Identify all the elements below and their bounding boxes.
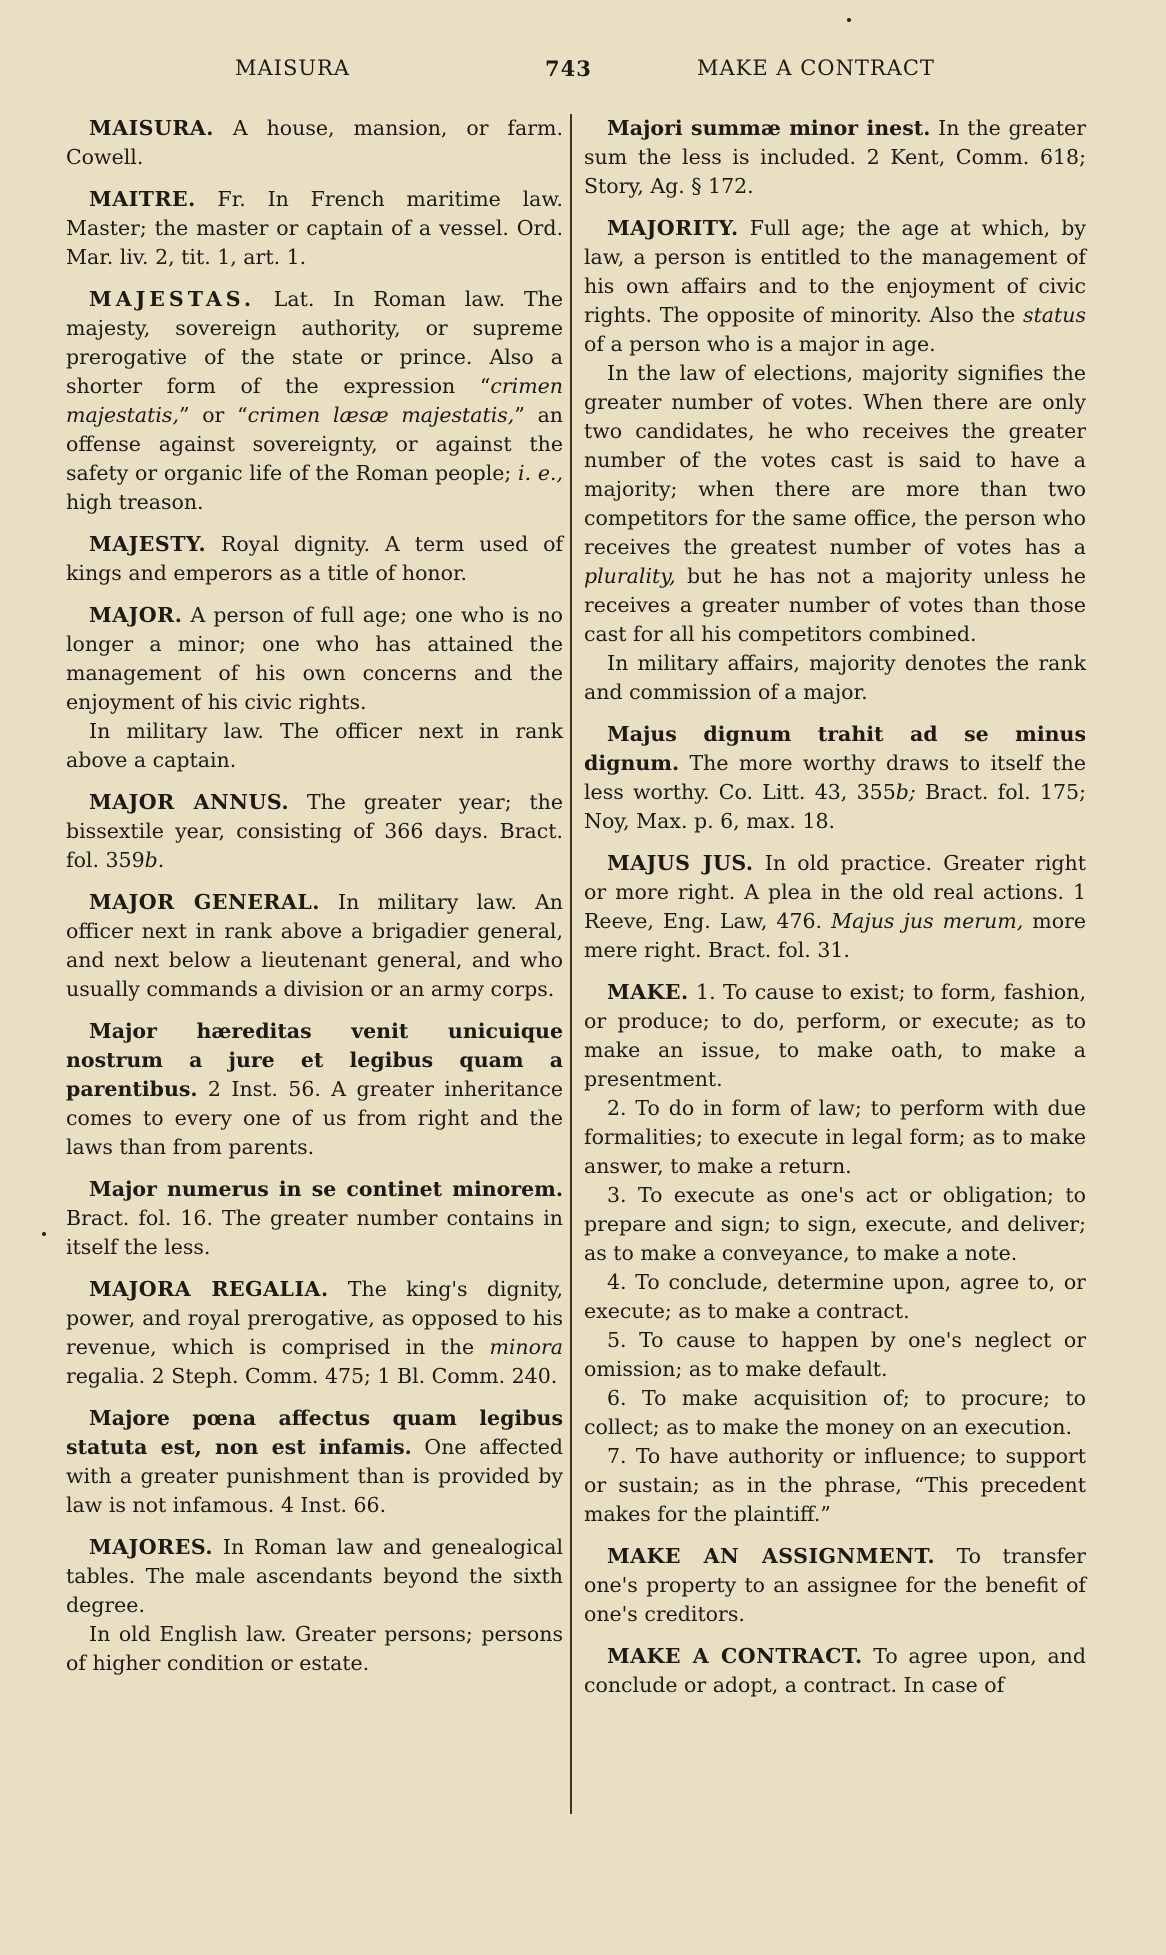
entry-make-a-contract xyxy=(584,1642,1086,1700)
latin-term: Majus jus merum, xyxy=(831,909,1024,933)
definition: In Roman law and genealogical tables. The male ascendants beyond the sixth degree. xyxy=(66,1535,563,1617)
definition: Bract. fol. 175; Noy, Max. p. 6, max. 18. xyxy=(584,780,1086,833)
entry-maisura xyxy=(66,114,563,172)
definition: One affected with a greater punishment than is provided by law is not infamous. 4 Inst. 66. xyxy=(66,1435,563,1517)
entry-majus-dignum xyxy=(584,720,1086,836)
sense-6: 6. To make acquisition of; to procure; to collect; as to make the money on an execution. xyxy=(584,1386,1086,1439)
page-number: 743 xyxy=(545,56,592,81)
folio-mark: b; xyxy=(895,780,916,804)
latin-maxim: Majus dignum trahit ad se minus dignum. xyxy=(584,722,1086,775)
headword: MAKE. xyxy=(607,980,689,1004)
definition: The greater year; the bissextile year, consisting of 366 days. Bract. fol. 359 xyxy=(66,790,563,872)
latin-abbrev: i. e., xyxy=(518,461,563,485)
headword: MAJORITY. xyxy=(607,216,739,240)
sub-definition: In military law. The officer next in rank above a captain. xyxy=(66,719,563,772)
entry-major-annus xyxy=(66,788,563,875)
header-left-guide-word: MAISURA xyxy=(235,56,351,80)
headword: MAJORA REGALIA. xyxy=(89,1277,329,1301)
entry-majestas xyxy=(66,285,563,517)
latin-maxim: Majori summæ minor inest. xyxy=(607,116,931,140)
entry-maitre xyxy=(66,185,563,272)
latin-term: crimen majestatis, xyxy=(66,374,563,427)
definition: 2 Inst. 56. A greater inheritance comes to every one of us from right and the laws than from parents. xyxy=(66,1077,563,1159)
definition: To agree upon, and conclude or adopt, a contract. In case of xyxy=(584,1644,1086,1697)
headword: MAJOR GENERAL. xyxy=(89,890,320,914)
entry-majesty xyxy=(66,530,563,588)
headword: MAITRE. xyxy=(89,187,196,211)
headword: MAJUS JUS. xyxy=(607,851,754,875)
headword: MAJOR. xyxy=(89,603,183,627)
latin-maxim: Major numerus in se continet minorem. xyxy=(89,1177,563,1201)
sense-5: 5. To cause to happen by one's neglect or omission; as to make default. xyxy=(584,1328,1086,1381)
headword: MAJESTAS. xyxy=(89,287,255,311)
definition: The more worthy draws to itself the less worthy. Co. Litt. 43, 355 xyxy=(584,751,1086,804)
entry-major xyxy=(66,601,563,775)
definition: ” an offense against sovereignty, or against the safety or organic life of the Roman people; xyxy=(66,403,563,485)
definition: high treason. xyxy=(66,490,204,514)
column-divider xyxy=(570,114,572,1814)
definition: regalia. 2 Steph. Comm. 475; 1 Bl. Comm. 240. xyxy=(66,1364,558,1388)
definition: To transfer one's property to an assignee for the benefit of one's creditors. xyxy=(584,1544,1086,1626)
headword: MAISURA. xyxy=(89,116,214,140)
headword: MAKE AN ASSIGNMENT. xyxy=(607,1544,936,1568)
definition: Bract. fol. 16. The greater number contains in itself the less. xyxy=(66,1206,563,1259)
sub-definition: In old English law. Greater persons; persons of higher condition or estate. xyxy=(66,1622,563,1675)
definition: of a person who is a major in age. xyxy=(584,332,936,356)
latin-maxim: Major hæreditas venit unicuique nostrum a jure et legibus quam a parentibus. xyxy=(66,1019,563,1101)
entry-major-numerus xyxy=(66,1175,563,1262)
definition: A house, mansion, or farm. Cowell. xyxy=(66,116,563,169)
entry-majore-poena xyxy=(66,1404,563,1520)
headword: MAKE A CONTRACT. xyxy=(607,1644,863,1668)
left-column xyxy=(66,114,563,1691)
definition: In old practice. Greater right or more right. A plea in the old real actions. 1 Reeve, Eng. Law, 476. xyxy=(584,851,1086,933)
entry-make-an-assignment xyxy=(584,1542,1086,1629)
entry-major-haereditas xyxy=(66,1017,563,1162)
entry-majus-jus xyxy=(584,849,1086,965)
definition: Lat. In Roman law. The majesty, sovereign authority, or supreme prerogative of the state or prince. Also a shorter form of the expression “ xyxy=(66,287,563,398)
definition: Royal dignity. A term used of kings and emperors as a title of honor. xyxy=(66,532,563,585)
right-column xyxy=(584,114,1086,1713)
sense-3: 3. To execute as one's act or obligation; to prepare and sign; to sign, execute, and deliver; as to make a conveyance, to make a note. xyxy=(584,1183,1086,1265)
entry-majority xyxy=(584,214,1086,707)
headword: MAJOR ANNUS. xyxy=(89,790,290,814)
entry-make xyxy=(584,978,1086,1529)
definition: Full age; the age at which, by law, a person is entitled to the management of his own affairs and to the enjoyment of civic rights. The opposite of minority. Also the xyxy=(584,216,1086,327)
entry-majori-summae xyxy=(584,114,1086,201)
running-header xyxy=(0,56,1166,90)
sub-definition: but he has not a majority unless he receives a greater number of votes than those cast for all his competitors combined. xyxy=(584,564,1086,646)
definition: 1. To cause to exist; to form, fashion, or produce; to do, perform, or execute; as to make an issue, to make oath, to make a presentment. xyxy=(584,980,1086,1091)
definition: . xyxy=(157,848,165,872)
definition: more mere right. Bract. fol. 31. xyxy=(584,909,1087,962)
definition: Fr. In French maritime law. Master; the master or captain of a vessel. Ord. Mar. liv. 2, tit. 1, art. 1. xyxy=(66,187,563,269)
entry-major-general xyxy=(66,888,563,1004)
header-right-guide-word: MAKE A CONTRACT xyxy=(697,56,935,80)
definition: A person of full age; one who is no longer a minor; one who has attained the management of his own concerns and the enjoyment of his civic rights. xyxy=(66,603,563,714)
folio-mark: b xyxy=(144,848,158,872)
latin-maxim: Majore pœna affectus quam legibus statuta est, non est infamis. xyxy=(66,1406,563,1459)
definition: In military law. An officer next in rank above a brigadier general, and next below a lieutenant general, and who usually commands a division or an army corps. xyxy=(66,890,563,1001)
paper-speck xyxy=(42,1232,46,1236)
latin-term: status xyxy=(1023,303,1086,327)
sub-definition: In military affairs, majority denotes the rank and commission of a major. xyxy=(584,651,1086,704)
entry-majora-regalia xyxy=(66,1275,563,1391)
entry-majores xyxy=(66,1533,563,1678)
definition: The king's dignity, power, and royal prerogative, as opposed to his revenue, which is comprised in the xyxy=(66,1277,563,1359)
headword: MAJESTY. xyxy=(89,532,207,556)
sense-7: 7. To have authority or influence; to support or sustain; as in the phrase, “This precedent makes for the plaintiff.” xyxy=(584,1444,1086,1526)
sense-2: 2. To do in form of law; to perform with due formalities; to execute in legal form; as to make answer, to make a return. xyxy=(584,1096,1086,1178)
term: plurality, xyxy=(584,564,676,588)
paper-speck xyxy=(847,18,851,22)
definition: ” or “ xyxy=(178,403,248,427)
latin-term: crimen læsæ majestatis, xyxy=(247,403,515,427)
definition: In the greater sum the less is included. 2 Kent, Comm. 618; Story, Ag. § 172. xyxy=(584,116,1086,198)
headword: MAJORES. xyxy=(89,1535,214,1559)
latin-term: minora xyxy=(489,1335,563,1359)
sense-4: 4. To conclude, determine upon, agree to, or execute; as to make a contract. xyxy=(584,1270,1086,1323)
sub-definition: In the law of elections, majority signifies the greater number of votes. When there are only two candidates, he who receives the greater number of the votes cast is said to have a majority; when there are more than two competitors for the same office, the person who receives the greatest number of votes has a xyxy=(584,361,1086,559)
